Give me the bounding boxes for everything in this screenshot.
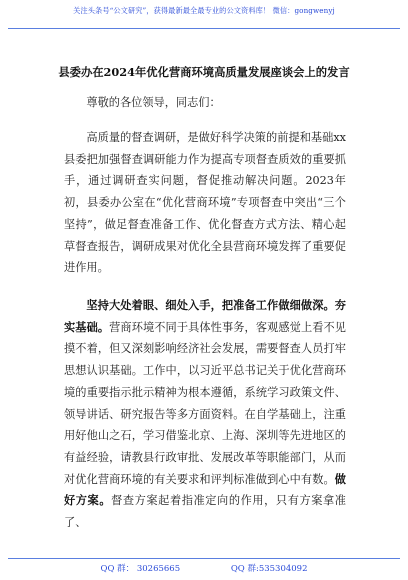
paragraph-2-heading: 坚持大处着眼、细处入手，把准备工作做细做深。夯实基础。 <box>64 298 346 334</box>
document-title: 县委办在2024年优化营商环境高质量发展座谈会上的发言 <box>58 65 350 79</box>
footer-divider <box>8 558 400 559</box>
footer-qq-group-1: QQ 群： 30265665 <box>100 564 181 574</box>
paragraph-2-text: 营商环境不同于具体性事务，客观感觉上看不见摸不着，但又深刻影响经济社会发展，需要督查人员打牢思想认识基础。工作中，以习近平总书记关于优化营商环境的重要指示批示精神为根本遵循，系统学习政策文件、领导讲话、研究报告等多方面资料。在自学基础上，注重用好他山之石，学习借鉴北京、上海、深圳等先进地区的有益经验，请教县行政审批、发展改革等职能部门，从而对优化营商环境的有关要求和评判标准做到心中有数。 <box>64 320 346 486</box>
header-divider <box>8 28 400 29</box>
paragraph-2 <box>64 295 346 534</box>
paragraph-1: 高质量的督查调研，是做好科学决策的前提和基础xx县委把加强督查调研能力作为提高专项督查质效的重要抓手，通过调研查实问题，督促推动解决问题。2023年初，县委办公室在“优化营商环境”专项督查中突出“三个坚持”，做足督查准备工作、优化督查方式方法、精心起草督查报告，调研成果对优化全县营商环境发挥了重要促进作用。 <box>64 131 346 275</box>
footer-qq-group-2: QQ 群:535304092 <box>230 564 308 574</box>
paragraph-2-subheading: 做好方案。 <box>64 471 346 508</box>
header-banner: 关注头条号“公文研究”，获得最新最全最专业的公文资料库！ 微信：gongwenyj <box>73 6 335 15</box>
footer <box>0 562 408 574</box>
paragraph-2-text-continued: 督查方案起着指准定向的作用，只有方案拿准了、 <box>64 494 346 530</box>
salutation: 尊敬的各位领导，同志们： <box>86 96 221 109</box>
